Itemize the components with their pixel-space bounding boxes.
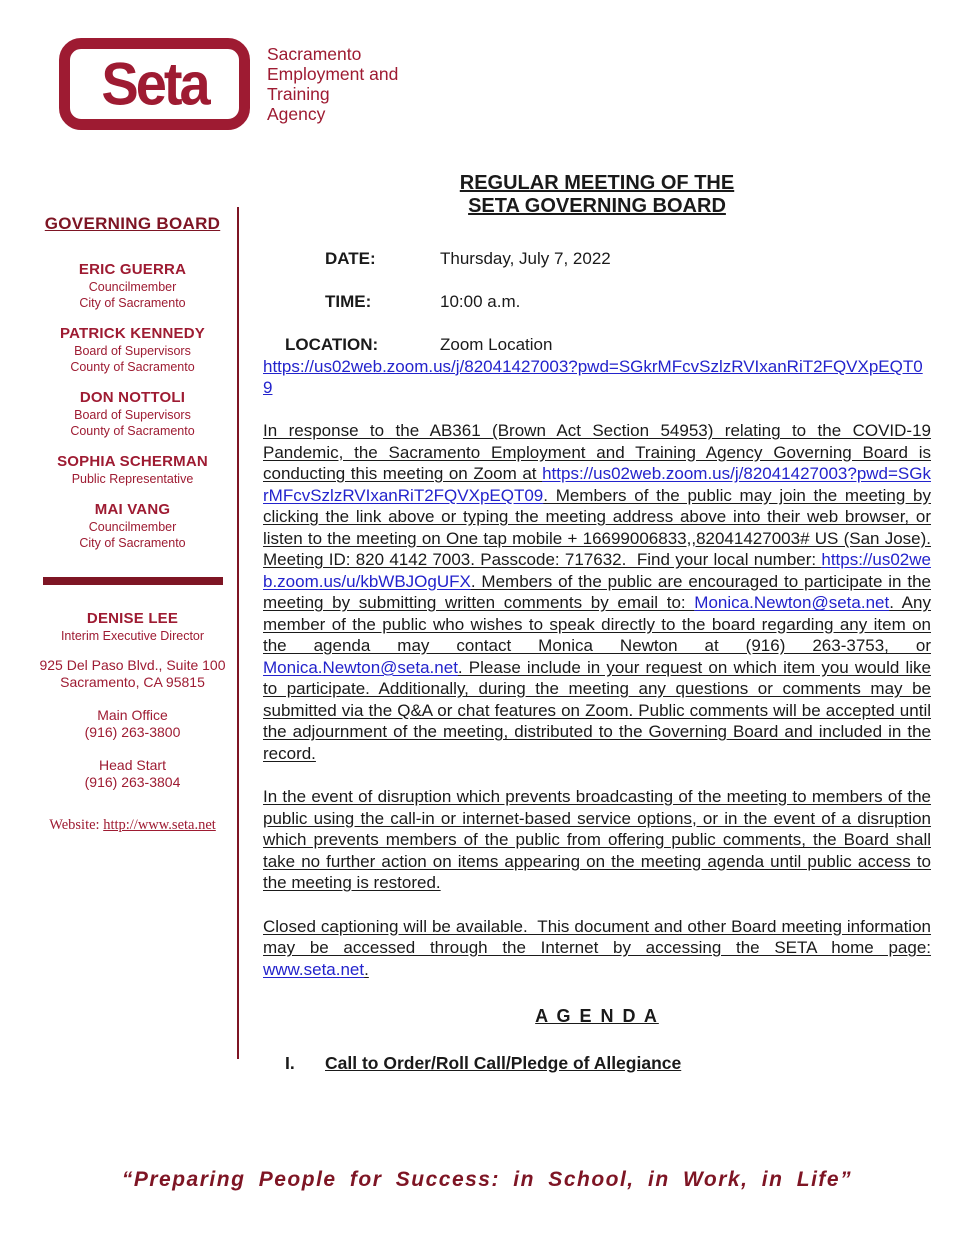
- board-member-role: City of Sacramento: [79, 296, 186, 310]
- paragraph-text: . Please include in your request on which item you would like to participate. Additionally, during the meeting any questions or comments may be submitted via the Q&A or chat features on Zoom. Public comments will be accepted until the adjournment of the meeting, distributed to the Governing Board and included in the record.: [263, 657, 931, 763]
- executive-director-title: Interim Executive Director: [60, 629, 205, 643]
- hyperlink[interactable]: Monica.Newton@seta.net: [694, 593, 890, 612]
- board-member-role: Public Representative: [71, 472, 194, 486]
- governing-board-heading: GOVERNING BOARD: [44, 214, 221, 233]
- agency-name-line: Sacramento: [267, 44, 362, 64]
- address-line: Sacramento, CA 95815: [60, 674, 205, 690]
- main-content: [263, 172, 931, 1074]
- agency-name-line: Agency: [267, 104, 326, 124]
- location-label: LOCATION:: [285, 335, 379, 354]
- meeting-meta: [263, 248, 931, 355]
- contact-label: Head Start: [99, 757, 166, 773]
- agency-address: [30, 657, 235, 691]
- board-member-role: County of Sacramento: [70, 360, 195, 374]
- contact-head-start: [30, 757, 235, 791]
- contact-main-office: [30, 707, 235, 741]
- paragraph-text: . Any member of the public who wishes to speak directly to the board regarding any item on the agenda may contact Monica Newton at (916) 263-3753, or: [263, 593, 931, 655]
- seta-logo-text: Seta: [101, 49, 208, 118]
- address-line: 925 Del Paso Blvd., Suite 100: [39, 657, 226, 673]
- paragraph-text: In response to the AB361 (Brown Act Section 54953) relating to the COVID-19 Pandemic, the Sacramento Employment and Training Agency Governing Board is conducting this meeting on Zoom at: [263, 421, 931, 483]
- sidebar-divider: [43, 577, 223, 585]
- contact-phone: (916) 263-3800: [84, 724, 181, 740]
- paragraph-text: . Members of the public are encouraged to participate in the meeting by submitting written comments by email to:: [263, 571, 931, 612]
- board-member-name: PATRICK KENNEDY: [60, 325, 205, 342]
- hyperlink[interactable]: https://us02web.zoom.us/u/kbWBJOgUFX: [263, 550, 931, 591]
- agency-name-line: Training: [267, 84, 330, 104]
- executive-director-name: DENISE LEE: [86, 610, 179, 627]
- date-value: Thursday, July 7, 2022: [440, 249, 611, 268]
- page-title-line2: SETA GOVERNING BOARD: [468, 195, 726, 217]
- board-member-name: ERIC GUERRA: [78, 261, 187, 278]
- contact-label: Main Office: [97, 707, 168, 723]
- board-member: [30, 452, 235, 487]
- meta-row-time: [263, 291, 931, 312]
- page-title-line1: REGULAR MEETING OF THE: [459, 172, 735, 194]
- agency-name-line: Employment and: [267, 64, 399, 84]
- page-title: [263, 172, 931, 218]
- agenda-item-numeral: I.: [285, 1053, 295, 1073]
- footer-slogan: “Preparing People for Success: in School, in Work, in Life”: [121, 1168, 853, 1191]
- board-member-role: Councilmember: [88, 280, 177, 294]
- board-member-role: Councilmember: [88, 520, 177, 534]
- board-member: [30, 500, 235, 551]
- board-member-role: City of Sacramento: [79, 536, 186, 550]
- zoom-meeting-link[interactable]: https://us02web.zoom.us/j/82041427003?pwd=SGkrMFcvSzlzRVIxanRiT2FQVXpEQT09: [263, 357, 923, 397]
- website-label: Website:: [49, 817, 104, 833]
- board-member-role: Board of Supervisors: [74, 408, 191, 422]
- board-member: [30, 260, 235, 311]
- board-member-name: SOPHIA SCHERMAN: [57, 453, 208, 470]
- board-member-role: Board of Supervisors: [74, 344, 191, 358]
- agenda-heading: A G E N D A: [535, 1006, 659, 1026]
- sidebar: [30, 214, 235, 834]
- board-member: [30, 388, 235, 439]
- zoom-link-line: [263, 356, 931, 398]
- hyperlink[interactable]: Monica.Newton@seta.net: [263, 657, 458, 677]
- agenda-item-1: [263, 1053, 931, 1074]
- time-value: 10:00 a.m.: [440, 292, 521, 311]
- contact-phone: (916) 263-3804: [84, 774, 181, 790]
- paragraph-text: . Members of the public may join the meeting by clicking the link above or typing the meeting address above into their web browser, or listen to the meeting on One tap mobile + 16699006833,,82041427003# US (San Jose). Meeting ID: 820 4142 7003. Passcode: 717632. Find your local number:: [263, 485, 931, 569]
- meeting-info-paragraph: [263, 420, 931, 764]
- time-label: TIME:: [325, 292, 372, 311]
- agency-name: [267, 44, 398, 124]
- closed-captioning-paragraph: [263, 916, 931, 981]
- disruption-paragraph: [263, 786, 931, 894]
- website-line: [30, 817, 235, 834]
- paragraph-text: In the event of disruption which prevents broadcasting of the meeting to members of the public using the call-in or internet-based service options, or in the event of a disruption which prevents members of the public from offering public comments, the Board shall take no further action on items appearing on the meeting agenda until public access to the meeting is restored.: [263, 787, 931, 892]
- board-member-name: DON NOTTOLI: [79, 389, 186, 406]
- executive-director: [30, 609, 235, 644]
- agenda-item-text: Call to Order/Roll Call/Pledge of Allegiance: [325, 1053, 682, 1073]
- meta-row-location: [263, 334, 931, 355]
- hyperlink[interactable]: www.seta.net: [263, 959, 365, 979]
- hyperlink[interactable]: https://us02web.zoom.us/j/82041427003?pwd=SGkrMFcvSzlzRVIxanRiT2FQVXpEQT09: [263, 464, 931, 505]
- seta-website-link[interactable]: http://www.seta.net: [103, 817, 216, 833]
- location-value: Zoom Location: [440, 335, 553, 354]
- paragraph-text: Closed captioning will be available. This document and other Board meeting information may be accessed through the Internet by accessing the SETA home page:: [263, 916, 931, 957]
- board-member-name: MAI VANG: [94, 501, 171, 518]
- meta-row-date: [263, 248, 931, 269]
- paragraph-text: .: [364, 959, 369, 979]
- board-member: [30, 324, 235, 375]
- seta-logo: [59, 38, 250, 130]
- board-member-role: County of Sacramento: [70, 424, 195, 438]
- vertical-divider: [237, 207, 239, 1059]
- date-label: DATE:: [325, 249, 376, 268]
